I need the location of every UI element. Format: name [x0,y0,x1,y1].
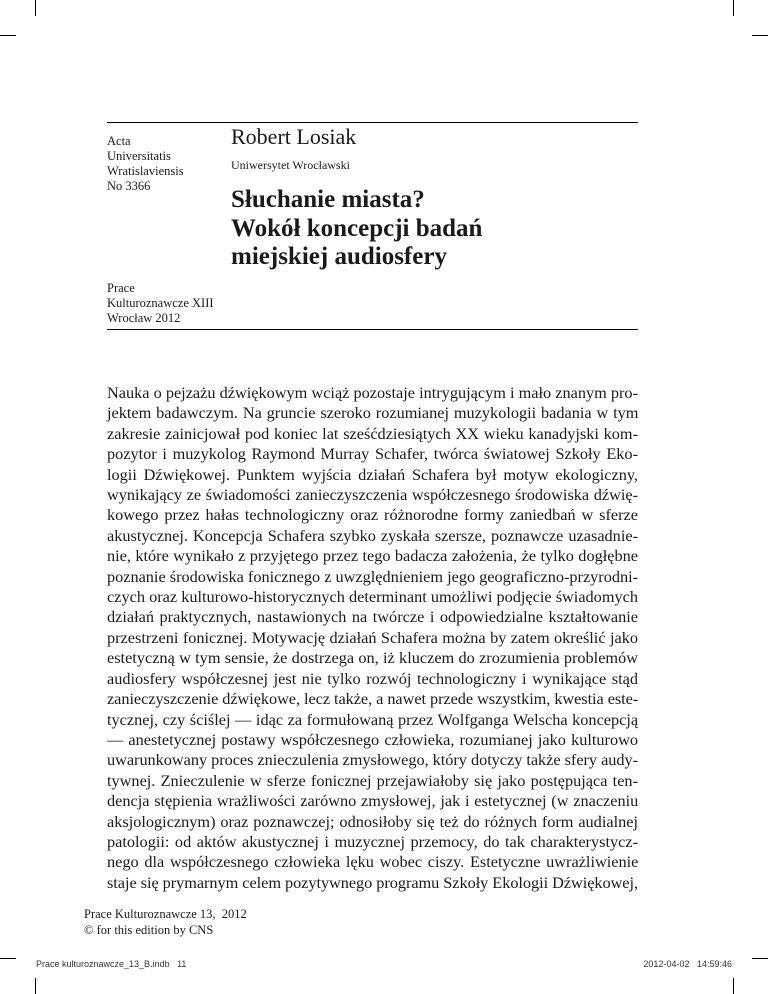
body-text [107,383,638,893]
body-line: logii Dźwiękowej. Punktem wyjścia działań Schafera był motyw ekologiczny, [107,464,638,484]
body-line: czych oraz kulturowo-historycznych determinant umożliwi podjęcie świadomych [107,587,638,607]
body-line: Nauka o pejzażu dźwiękowym wciąż pozostaje intrygującym i mało znanym pro- [107,383,638,402]
body-line: pozytor i muzykolog Raymond Murray Schafer, twórca światowej Szkoły Eko- [107,444,638,464]
body-line: tywnej. Znieczulenie w sferze fonicznej przejawiałoby się jako postępująca ten- [107,770,638,790]
body-line: zanieczyszczenie dźwiękowe, lecz także, a nawet przede wszystkim, kwestia este- [107,689,639,709]
body-line: akustycznej. Koncepcja Schafera szybko zyskała szersze, poznawcze uzasadnie- [107,525,638,545]
body-line: estetyczną w tym sensie, że dostrzega on, iż kluczem do zrozumienia problemów [107,648,638,668]
body-line: nego dla współczesnego człowieka lęku wobec ciszy. Estetyczne uwrażliwienie [107,852,639,872]
title-line: miejskiej audiosfery [231,243,447,270]
title-line: Słuchanie miasta? [231,186,425,213]
body-line: uwarunkowany proces znieczulenia zmysłowego, który dotyczy także sfery audy- [107,750,639,770]
crop-mark-bottom-right-v [733,978,734,994]
body-line: nie, które wynikało z przyjętego przez tego badacza założenia, że tylko dogłębne [107,546,638,566]
journal-line: Wrocław 2012 [107,311,181,325]
series-info [107,134,184,194]
series-line: Universitatis [107,149,171,163]
crop-mark-top-right-h [752,35,768,36]
body-line: — anestetycznej postawy współczesnego człowieka, rozumianej jako kulturowo [107,729,638,749]
body-line: staje się prymarnym celem pozytywnego programu Szkoły Ekologii Dźwiękowej, [107,872,638,892]
series-line: No 3366 [107,179,151,193]
body-line: działań praktycznych, nastawionych na twórcze i odpowiedzialne kształtowanie [107,607,638,627]
article-title [231,186,482,272]
body-line: przestrzeni fonicznej. Motywację działań Schafera można by zatem określić jako [107,627,638,647]
body-line: zakresie zainicjował pod koniec lat sześćdziesiątych XX wieku kanadyjski kom- [107,423,638,443]
author-name: Robert Losiak [231,124,357,149]
title-line: Wokół koncepcji badań [231,214,483,242]
journal-line: Kulturoznawcze XIII [107,296,214,310]
bottom-rule [107,329,638,330]
crop-mark-bottom-left-h [0,958,16,959]
body-line: audiosfery współczesnej jest nie tylko rozwój technologiczny i wynikające stąd [107,668,638,688]
print-slug-file: Prace kulturoznawcze_13_B.indb 11 [36,959,187,969]
body-line: wynikający ze świadomości zanieczyszczenia współczesnego środowiska dźwię- [107,485,639,505]
body-line: dencja stępienia wrażliwości zarówno zmysłowej, jak i estetycznej (w znaczeniu [107,791,639,811]
series-line: Acta [107,134,131,148]
author-affiliation: Uniwersytet Wrocławski [231,158,350,172]
footer-journal: Prace Kulturoznawcze 13, 2012 [84,907,247,921]
page-footer [84,906,247,938]
top-rule [107,122,638,123]
series-line: Wratislaviensis [107,164,184,178]
body-line: kowego przez hałas technologiczny oraz różnorodne formy zaniedbań w sferze [107,505,638,525]
crop-mark-top-left-h [0,35,16,36]
body-line: poznanie środowiska fonicznego z uwzględnieniem jego geograficzno-przyrodni- [107,566,638,586]
footer-copyright: © for this edition by CNS [84,923,214,937]
crop-mark-bottom-left-v [35,978,36,994]
body-line: patologii: od aktów akustycznej i muzycznej przemocy, do tak charakterystycz- [107,831,638,851]
body-line: jektem badawczym. Na gruncie szeroko rozumianej muzykologii badania w tym [107,403,639,423]
body-line: aksjologicznym) oraz poznawczej; odnosiłoby się też do różnych form audialnej [107,811,638,831]
crop-mark-top-left-v [35,0,36,16]
crop-mark-bottom-right-h [752,958,768,959]
journal-info [107,281,214,326]
journal-line: Prace [107,281,135,295]
body-line: tycznej, czy ściślej — idąc za formułowaną przez Wolfganga Welscha koncepcją [107,709,639,729]
crop-mark-top-right-v [733,0,734,16]
print-slug-timestamp: 2012-04-02 14:59:46 [643,959,732,969]
